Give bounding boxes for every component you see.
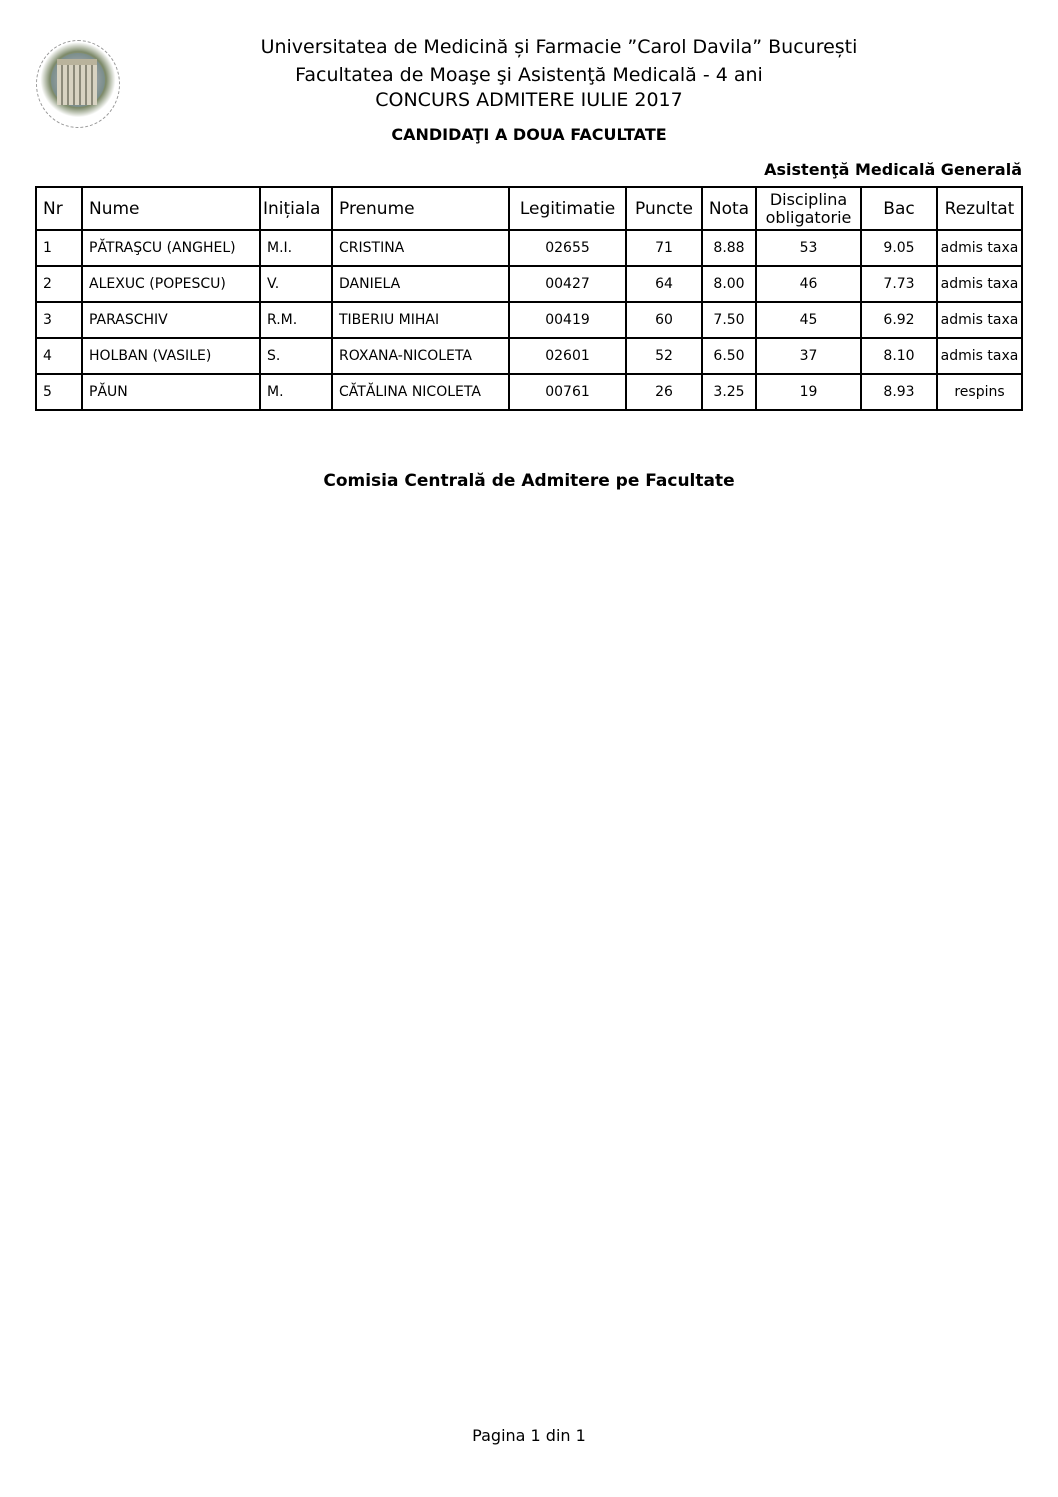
col-header: Nume — [82, 187, 260, 230]
cell-initiala: M. — [260, 374, 332, 410]
cell-nume: HOLBAN (VASILE) — [82, 338, 260, 374]
commission-label: Comisia Centrală de Admitere pe Facultate — [323, 471, 735, 491]
cell-puncte: 26 — [626, 374, 702, 410]
cell-nota: 8.00 — [702, 266, 756, 302]
cell-initiala: S. — [260, 338, 332, 374]
cell-rezultat: admis taxa — [937, 230, 1022, 266]
cell-prenume: DANIELA — [332, 266, 509, 302]
table-header-row — [36, 187, 1022, 230]
results-table — [35, 186, 1023, 411]
col-header: Nota — [702, 187, 756, 230]
section-title: Asistenţă Medicală Generală — [764, 160, 1022, 179]
col-header: Inițiala — [260, 187, 332, 230]
contest-title: CONCURS ADMITERE IULIE 2017 — [375, 89, 683, 111]
cell-bac: 8.93 — [861, 374, 937, 410]
cell-rezultat: admis taxa — [937, 338, 1022, 374]
cell-legitimatie: 02601 — [509, 338, 626, 374]
cell-initiala: V. — [260, 266, 332, 302]
cell-nume: ALEXUC (POPESCU) — [82, 266, 260, 302]
cell-disciplina: 37 — [756, 338, 861, 374]
cell-initiala: M.I. — [260, 230, 332, 266]
cell-puncte: 60 — [626, 302, 702, 338]
cell-nota: 6.50 — [702, 338, 756, 374]
cell-legitimatie: 02655 — [509, 230, 626, 266]
cell-nota: 8.88 — [702, 230, 756, 266]
cell-puncte: 64 — [626, 266, 702, 302]
cell-initiala: R.M. — [260, 302, 332, 338]
col-header: Puncte — [626, 187, 702, 230]
cell-bac: 9.05 — [861, 230, 937, 266]
cell-prenume: TIBERIU MIHAI — [332, 302, 509, 338]
cell-rezultat: respins — [937, 374, 1022, 410]
cell-nr: 4 — [36, 338, 82, 374]
cell-disciplina: 46 — [756, 266, 861, 302]
cell-disciplina: 19 — [756, 374, 861, 410]
cell-nr: 5 — [36, 374, 82, 410]
cell-prenume: CĂTĂLINA NICOLETA — [332, 374, 509, 410]
cell-nr: 2 — [36, 266, 82, 302]
faculty-title: Facultatea de Moaşe şi Asistenţă Medicală - 4 ani — [295, 64, 763, 86]
table-row — [36, 230, 1022, 266]
cell-rezultat: admis taxa — [937, 266, 1022, 302]
cell-prenume: ROXANA-NICOLETA — [332, 338, 509, 374]
col-header: Prenume — [332, 187, 509, 230]
cell-bac: 8.10 — [861, 338, 937, 374]
cell-nume: PARASCHIV — [82, 302, 260, 338]
table-row — [36, 338, 1022, 374]
cell-legitimatie: 00419 — [509, 302, 626, 338]
col-header: Legitimatie — [509, 187, 626, 230]
page-number: Pagina 1 din 1 — [472, 1426, 586, 1445]
table-row — [36, 302, 1022, 338]
cell-disciplina: 45 — [756, 302, 861, 338]
cell-nume: PĂUN — [82, 374, 260, 410]
university-title: Universitatea de Medicină și Farmacie ”Carol Davila” București — [260, 36, 858, 58]
table-row — [36, 374, 1022, 410]
subtitle: CANDIDAŢI A DOUA FACULTATE — [391, 125, 667, 144]
cell-nota: 3.25 — [702, 374, 756, 410]
cell-bac: 6.92 — [861, 302, 937, 338]
table-row — [36, 266, 1022, 302]
cell-legitimatie: 00427 — [509, 266, 626, 302]
cell-rezultat: admis taxa — [937, 302, 1022, 338]
col-header: Disciplina obligatorie — [756, 187, 861, 230]
cell-bac: 7.73 — [861, 266, 937, 302]
cell-prenume: CRISTINA — [332, 230, 509, 266]
cell-nume: PĂTRAŞCU (ANGHEL) — [82, 230, 260, 266]
cell-nota: 7.50 — [702, 302, 756, 338]
cell-legitimatie: 00761 — [509, 374, 626, 410]
cell-disciplina: 53 — [756, 230, 861, 266]
col-header: Nr — [36, 187, 82, 230]
cell-nr: 1 — [36, 230, 82, 266]
col-header: Bac — [861, 187, 937, 230]
cell-puncte: 52 — [626, 338, 702, 374]
cell-puncte: 71 — [626, 230, 702, 266]
col-header: Rezultat — [937, 187, 1022, 230]
cell-nr: 3 — [36, 302, 82, 338]
